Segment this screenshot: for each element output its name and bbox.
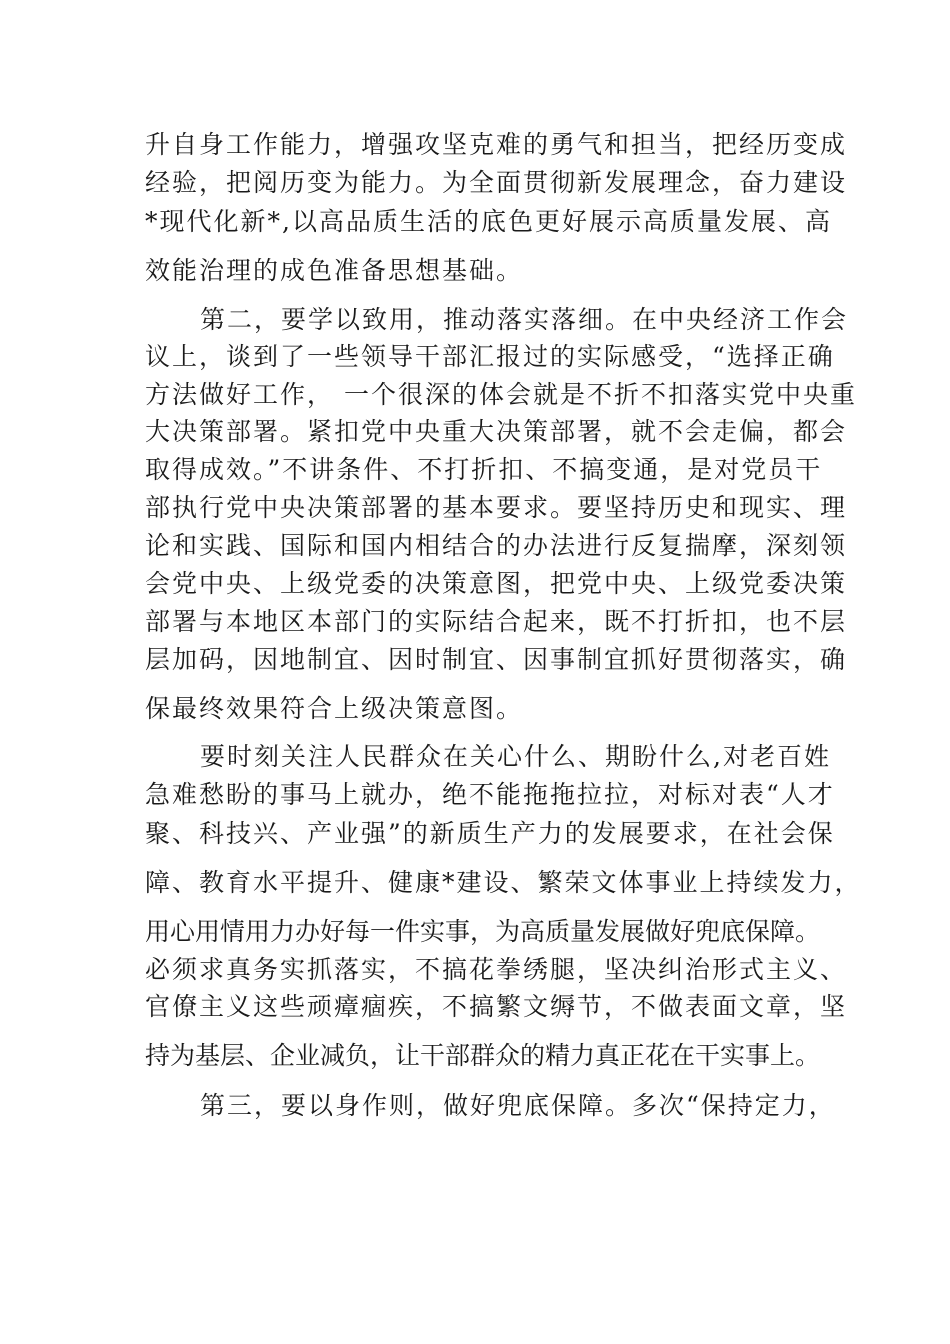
- text-line: 论和实践、国际和国内相结合的办法进行反复揣摩，深刻领: [145, 531, 848, 560]
- text-line: 效能治理的成色准备思想基础。: [145, 256, 524, 285]
- text-line: 官僚主义这些顽瘴痼疾，不搞繁文缛节，不做表面文章，坚: [145, 992, 848, 1021]
- paragraph-start-line: 第三，要以身作则，做好兜底保障。多次“保持定力，: [200, 1091, 836, 1120]
- paragraph-start-line: 第二，要学以致用，推动落实落细。在中央经济工作会: [200, 305, 849, 334]
- text-line: 保最终效果符合上级决策意图。: [145, 694, 524, 723]
- text-line: 急难愁盼的事马上就办，绝不能拖拖拉拉，对标对表“人才: [145, 780, 835, 809]
- text-line: 会党中央、上级党委的决策意图，把党中央、上级党委决策: [145, 569, 848, 598]
- text-line: 部执行党中央决策部署的基本要求。要坚持历史和现实、理: [145, 493, 848, 522]
- text-line: 升自身工作能力，增强攻坚克难的勇气和担当，把经历变成: [145, 130, 848, 159]
- text-line: 经验，把阅历变为能力。为全面贯彻新发展理念，奋力建设: [145, 168, 848, 197]
- text-line: 大决策部署。紧扣党中央重大决策部署，就不会走偏，都会: [145, 417, 848, 446]
- paragraph-start-line: 要时刻关注人民群众在关心什么、期盼什么,对老百姓: [200, 742, 831, 771]
- text-line: 障、教育水平提升、健康*建设、繁荣文体事业上持续发力，: [145, 868, 862, 897]
- text-line: *现代化新*,以高品质生活的底色更好展示高质量发展、高: [145, 207, 832, 236]
- text-line: 聚、科技兴、产业强”的新质生产力的发展要求，在社会保: [145, 819, 835, 848]
- text-line: 方法做好工作， 一个很深的体会就是不折不扣落实党中央重: [145, 380, 857, 409]
- text-line: 持为基层、企业减负，让干部群众的精力真正花在干实事上。: [145, 1041, 821, 1070]
- text-line: 用心用情用力办好每一件实事，为高质量发展做好兜底保障。: [145, 917, 821, 946]
- text-line: 必须求真务实抓落实，不搞花拳绣腿，坚决纠治形式主义、: [145, 955, 848, 984]
- text-line: 议上，谈到了一些领导干部汇报过的实际感受，“选择正确: [145, 342, 835, 371]
- text-line: 层加码，因地制宜、因时制宜、因事制宜抓好贯彻落实，确: [145, 645, 848, 674]
- text-line: 取得成效。”不讲条件、不打折扣、不搞变通，是对党员干: [145, 455, 823, 484]
- text-line: 部署与本地区本部门的实际结合起来，既不打折扣，也不层: [145, 607, 848, 636]
